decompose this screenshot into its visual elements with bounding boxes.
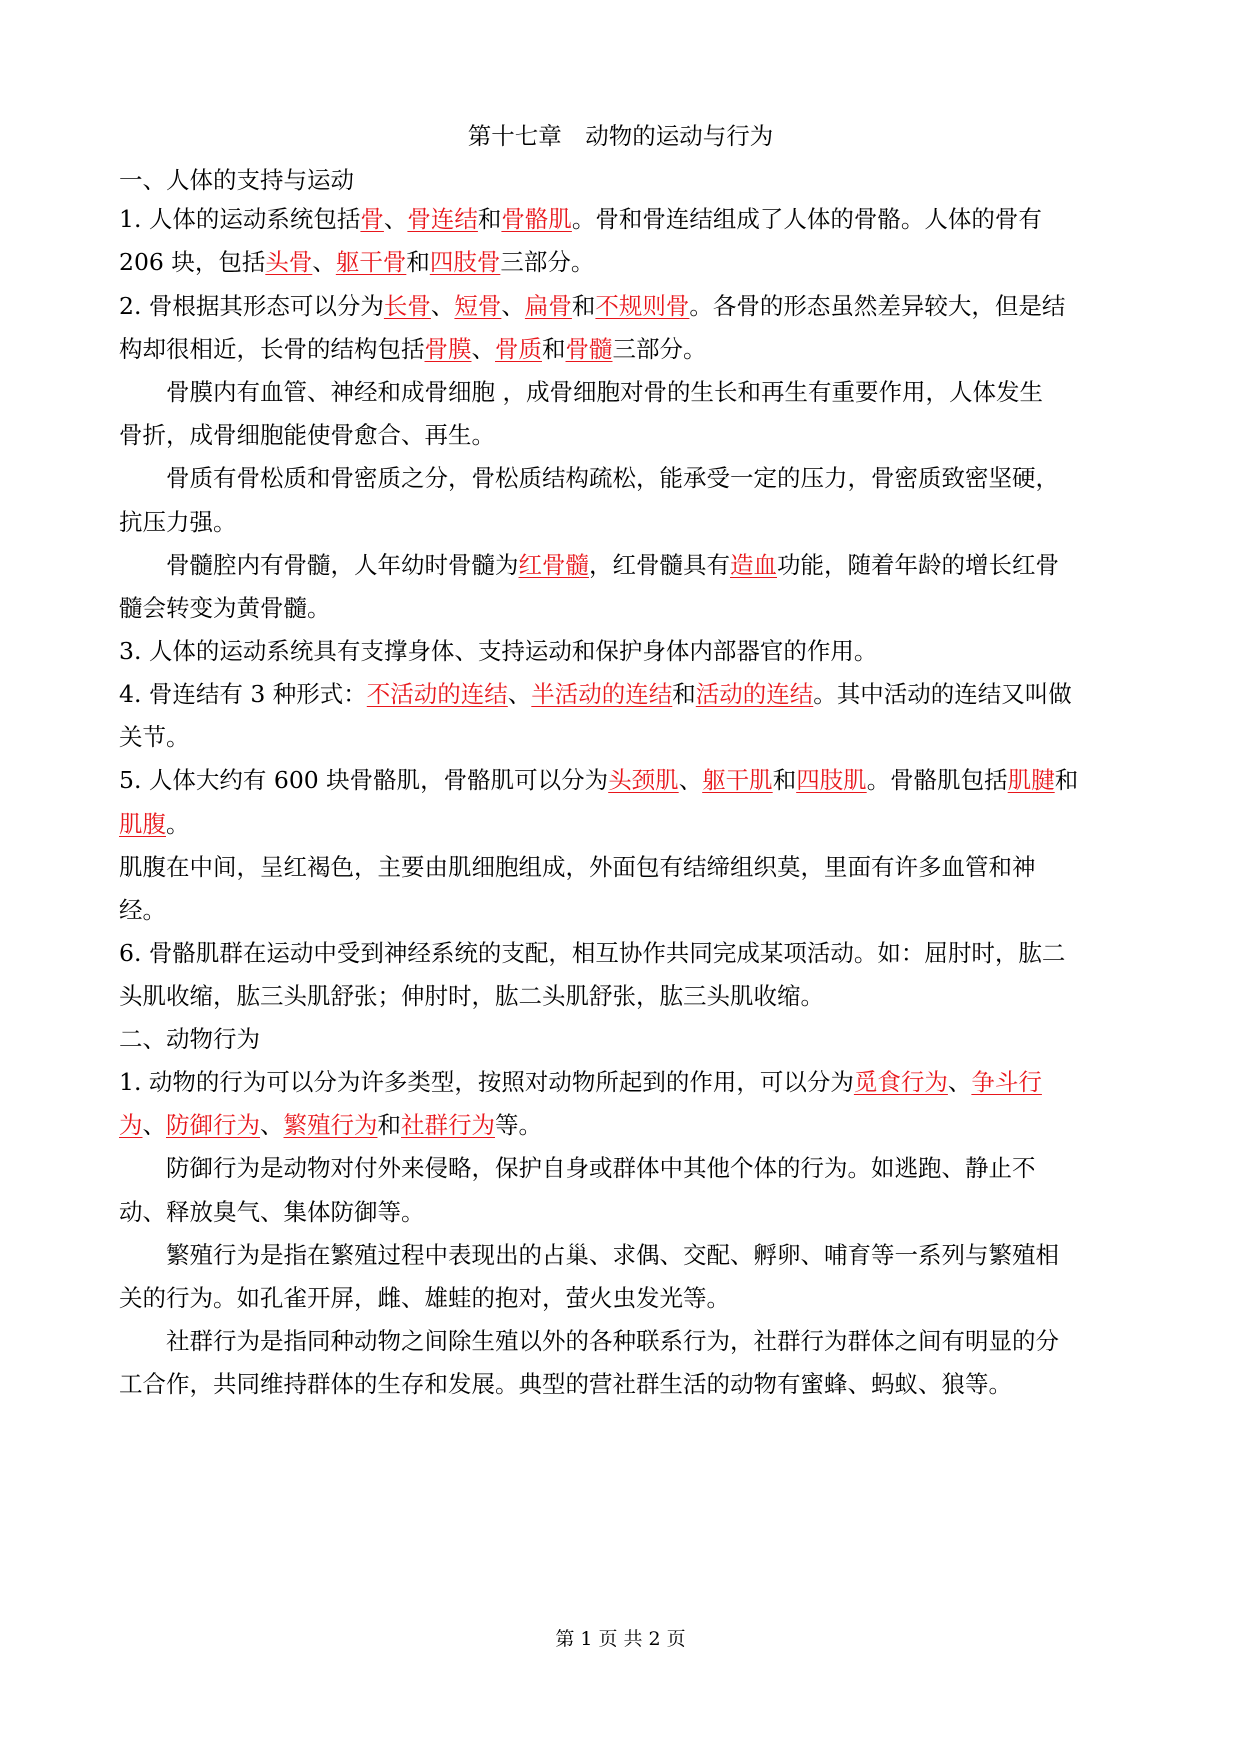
highlighted-term: 短骨 <box>454 292 502 320</box>
text-segment: 等。 <box>495 1111 542 1139</box>
text-line <box>119 1239 1059 1271</box>
text-line <box>119 462 1059 494</box>
text-line <box>119 164 354 196</box>
text-segment: 、 <box>678 766 703 794</box>
text-line <box>119 506 237 538</box>
text-line <box>119 290 1065 322</box>
text-line <box>119 1325 1059 1357</box>
text-segment: 、 <box>142 1111 166 1139</box>
text-segment: 动、释放臭气、集体防御等。 <box>119 1198 425 1226</box>
text-segment: 社群行为是指同种动物之间除生殖以外的各种联系行为，社群行为群体之间有明显的分 <box>119 1327 1059 1355</box>
text-line <box>119 203 1042 235</box>
text-line <box>119 635 877 667</box>
text-segment: 和 <box>571 292 596 320</box>
text-segment: 和 <box>672 680 696 708</box>
highlighted-term: 觅食行为 <box>853 1068 948 1096</box>
text-segment: 和 <box>477 205 502 233</box>
text-segment: 二、动物行为 <box>119 1025 260 1053</box>
text-line <box>119 1196 425 1228</box>
text-line <box>119 1282 730 1314</box>
text-segment: 防御行为是动物对付外来侵略，保护自身或群体中其他个体的行为。如逃跑、静止不 <box>119 1154 1036 1182</box>
text-line <box>119 678 1072 710</box>
text-line <box>119 894 166 926</box>
highlighted-term: 为 <box>119 1111 143 1139</box>
text-line <box>119 851 1036 883</box>
text-segment: 关节。 <box>119 723 190 751</box>
highlighted-term: 骨骼肌 <box>501 205 572 233</box>
text-segment: 。 <box>166 810 190 838</box>
text-segment: 。其中活动的连结又叫做 <box>813 680 1072 708</box>
text-segment: 三部分。 <box>612 335 707 363</box>
highlighted-term: 头颈肌 <box>608 766 679 794</box>
highlighted-term: 骨质 <box>495 335 542 363</box>
text-line <box>119 1152 1036 1184</box>
text-segment: 、 <box>383 205 408 233</box>
highlighted-term: 防御行为 <box>166 1111 260 1139</box>
text-segment: 4. 骨连结有 3 种形式： <box>119 680 367 708</box>
text-line <box>119 764 1078 796</box>
text-segment: 和 <box>772 766 797 794</box>
text-line <box>119 937 1065 969</box>
highlighted-term: 骨 <box>360 205 384 233</box>
text-segment: 肌腹在中间，呈红褐色，主要由肌细胞组成，外面包有结缔组织莫，里面有许多血管和神 <box>119 853 1036 881</box>
text-line <box>119 549 1059 581</box>
text-segment: 和 <box>1054 766 1079 794</box>
text-segment: 1. 人体的运动系统包括 <box>119 205 361 233</box>
highlighted-term: 四肢肌 <box>796 766 867 794</box>
text-segment: 骨膜内有血管、神经和成骨细胞 ，成骨细胞对骨的生长和再生有重要作用，人体发生 <box>119 378 1043 406</box>
text-segment: 骨折，成骨细胞能使骨愈合、再生。 <box>119 421 495 449</box>
text-segment: 骨质有骨松质和骨密质之分，骨松质结构疏松，能承受一定的压力，骨密质致密坚硬， <box>119 464 1059 492</box>
highlighted-term: 长骨 <box>383 292 431 320</box>
text-line <box>119 1023 260 1055</box>
highlighted-term: 红骨髓 <box>518 551 589 579</box>
text-segment: 经。 <box>119 896 166 924</box>
highlighted-term: 肌腱 <box>1007 766 1055 794</box>
highlighted-term: 不活动的连结 <box>366 680 508 708</box>
text-segment: 髓会转变为黄骨髓。 <box>119 594 331 622</box>
text-segment: 构却很相近，长骨的结构包括 <box>119 335 425 363</box>
text-segment: 繁殖行为是指在繁殖过程中表现出的占巢、求偶、交配、孵卵、哺育等一系列与繁殖相 <box>119 1241 1059 1269</box>
text-line <box>119 376 1043 408</box>
text-segment: 功能，随着年龄的增长红骨 <box>777 551 1059 579</box>
text-segment: 头肌收缩，肱三头肌舒张；伸肘时，肱二头肌舒张，肱三头肌收缩。 <box>119 982 824 1010</box>
page-title: 第十七章 动物的运动与行为 <box>467 122 774 150</box>
text-line <box>119 592 331 624</box>
text-segment: 206 块，包括 <box>119 248 266 276</box>
text-segment: 、 <box>260 1111 284 1139</box>
text-line <box>119 333 707 365</box>
highlighted-term: 骨膜 <box>424 335 472 363</box>
text-segment: 、 <box>430 292 455 320</box>
highlighted-term: 社群行为 <box>401 1111 495 1139</box>
text-segment: 一、人体的支持与运动 <box>119 166 354 194</box>
highlighted-term: 繁殖行为 <box>283 1111 378 1139</box>
text-segment: 、 <box>312 248 336 276</box>
highlighted-term: 争斗行 <box>971 1068 1042 1096</box>
highlighted-term: 半活动的连结 <box>531 680 673 708</box>
text-line <box>119 980 824 1012</box>
text-segment: ，红骨髓具有 <box>589 551 730 579</box>
page-footer: 第 1 页 共 2 页 <box>555 1628 686 1650</box>
text-segment: 、 <box>947 1068 972 1096</box>
highlighted-term: 不规则骨 <box>595 292 690 320</box>
text-line <box>119 721 190 753</box>
text-segment: 、 <box>507 680 532 708</box>
text-line <box>119 419 495 451</box>
highlighted-term: 头骨 <box>265 248 313 276</box>
text-segment: 和 <box>377 1111 401 1139</box>
highlighted-term: 躯干骨 <box>335 248 407 276</box>
text-line <box>119 246 594 278</box>
text-segment: 。各骨的形态虽然差异较大，但是结 <box>689 292 1066 320</box>
text-segment: 和 <box>542 335 566 363</box>
highlighted-term: 骨连结 <box>407 205 478 233</box>
text-line <box>119 1109 542 1141</box>
text-line <box>119 1368 1012 1400</box>
highlighted-term: 躯干肌 <box>702 766 773 794</box>
text-segment: 抗压力强。 <box>119 508 237 536</box>
text-segment: 。骨骼肌包括 <box>866 766 1008 794</box>
text-line <box>119 808 190 840</box>
text-segment: 、 <box>501 292 525 320</box>
text-line <box>119 1066 1042 1098</box>
text-segment: 工合作，共同维持群体的生存和发展。典型的营社群生活的动物有蜜蜂、蚂蚁、狼等。 <box>119 1370 1012 1398</box>
text-segment: 6. 骨骼肌群在运动中受到神经系统的支配，相互协作共同完成某项活动。如：屈肘时，肱二 <box>119 939 1066 967</box>
text-segment: 三部分。 <box>500 248 595 276</box>
text-segment: 5. 人体大约有 600 块骨骼肌，骨骼肌可以分为 <box>119 766 609 794</box>
highlighted-term: 活动的连结 <box>695 680 814 708</box>
highlighted-term: 造血 <box>730 551 777 579</box>
text-segment: 关的行为。如孔雀开屏，雌、雄蛙的抱对，萤火虫发光等。 <box>119 1284 730 1312</box>
highlighted-term: 骨髓 <box>565 335 613 363</box>
highlighted-term: 四肢骨 <box>429 248 501 276</box>
text-segment: 和 <box>406 248 430 276</box>
text-segment: 、 <box>471 335 495 363</box>
highlighted-term: 肌腹 <box>119 810 166 838</box>
text-segment: 3. 人体的运动系统具有支撑身体、支持运动和保护身体内部器官的作用。 <box>119 637 878 665</box>
highlighted-term: 扁骨 <box>524 292 572 320</box>
text-segment: 骨髓腔内有骨髓，人年幼时骨髓为 <box>119 551 519 579</box>
text-segment: 1. 动物的行为可以分为许多类型，按照对动物所起到的作用，可以分为 <box>119 1068 854 1096</box>
text-segment: 2. 骨根据其形态可以分为 <box>119 292 384 320</box>
text-segment: 。骨和骨连结组成了人体的骨骼。人体的骨有 <box>571 205 1042 233</box>
